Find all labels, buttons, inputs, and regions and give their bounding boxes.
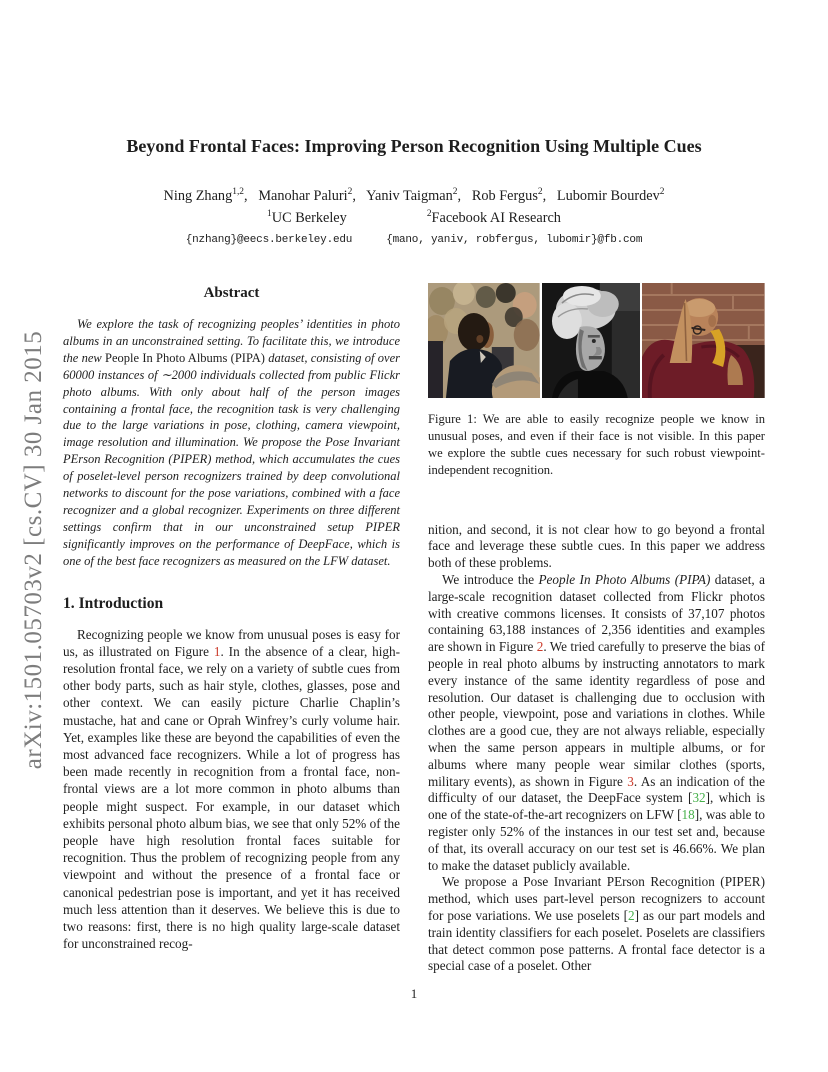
author-emails xyxy=(0,234,828,246)
author-manohar-paluri: Manohar Paluri xyxy=(258,188,348,204)
superscript: 2 xyxy=(537,187,543,198)
intro-paragraph-1-continued xyxy=(428,522,765,572)
superscript: 1 xyxy=(267,209,272,220)
abstract-heading: Abstract xyxy=(203,285,260,301)
figure-1 xyxy=(428,283,765,479)
text-run: Recognizing people we know from unusual poses is easy for us, as illustrated on Figure xyxy=(63,626,400,659)
intro-paragraph-1 xyxy=(63,626,400,953)
text-run: nition, and second, it is not clear how to go beyond a frontal face and leverage these subtle cues. In this paper we address both of these problems. xyxy=(428,521,765,571)
superscript: 1,2 xyxy=(232,187,245,198)
abstract-text xyxy=(63,316,400,570)
text-run: , xyxy=(244,188,259,204)
figure1-photo-crowd-scene xyxy=(428,283,540,398)
superscript: 2 xyxy=(659,187,665,198)
author-yaniv-taigman: Yaniv Taigman xyxy=(366,188,453,204)
two-column-body xyxy=(63,283,765,975)
text-run: ] as our part models and train identity classifiers for each poselet. Poselets are classifiers that detect common pose patterns. A frontal face detector is a special case of a poselet. Other xyxy=(428,907,766,974)
superscript: 2 xyxy=(452,187,458,198)
affiliations xyxy=(0,210,828,227)
right-column-body xyxy=(428,522,765,976)
figure3-link[interactable]: 3 xyxy=(627,773,634,789)
text-run: , xyxy=(457,188,472,204)
text-run: dataset, a large-scale recognition dataset collected from Flickr photos with creative commons licenses. It consists of 37,107 photos containing 63,188 instances of 2,356 identities and examples are shown in Figure xyxy=(428,572,765,655)
affiliation-uc-berkeley: UC Berkeley xyxy=(271,210,347,226)
affiliation-facebook-ai: Facebook AI Research xyxy=(431,210,561,226)
page-number: 1 xyxy=(410,986,418,1001)
text-run: ], was able to register only 52% of the instances in our test set and, because of that, its overall accuracy on our test set is 46.66%. We plan to make the dataset publicly available. xyxy=(428,807,766,873)
citation-32[interactable]: 32 xyxy=(692,790,706,806)
text-run: . We tried carefully to preserve the bias of people in real photo albums by instructing annotators to mark every instance of the same identity regardless of pose and resolution. Our dataset is challenging due to occlusion with other people, viewpoint, pose and variations in clothes. While clothes are a good cue, they are not always reliable, especially when the same person appears in multiple albums, or for albums where many people wear similar clothes (sports, military events), as shown in Figure xyxy=(428,639,765,789)
intro-paragraph-2 xyxy=(428,572,765,874)
text-run: , xyxy=(542,188,557,204)
text-run: We explore the task of recognizing peoples’ identities in photo albums in an unconstrained setting. To facilitate this, we introduce the new xyxy=(63,317,400,365)
text-run: People In Photo Albums (PIPA) xyxy=(538,572,711,588)
author-rob-fergus: Rob Fergus xyxy=(471,188,538,204)
email-berkeley: {nzhang}@eecs.berkeley.edu xyxy=(185,234,353,246)
figure2-link[interactable]: 2 xyxy=(536,639,544,655)
author-ning-zhang: Ning Zhang xyxy=(163,188,233,204)
text-run: . As an indication of the difficulty of our dataset, the DeepFace system [ xyxy=(428,773,765,806)
text-run: , xyxy=(352,188,367,204)
text-run: dataset, consisting of over 60000 instances of ∼2000 individuals collected from public Flickr photo albums. With only about half of the person images containing a frontal face, the recognition task is very challenging due to the large variations in pose, clothing, camera viewpoint, image resolution and illumination. We propose the Pose Invariant PErson Recognition (PIPER) method, which accumulates the cues of poselet-level person recognizers trained by deep convolutional networks to discount for the pose variations, combined with a face recognizer and a global recognizer. Experiments on three different settings confirm that in our unconstrained setup PIPER significantly improves on the performance of DeepFace, which is one of the best face recognizers as measured on the LFW dataset. xyxy=(63,350,400,568)
superscript: 2 xyxy=(347,187,353,198)
citation-18[interactable]: 18 xyxy=(681,807,695,823)
arxiv-watermark: arXiv:1501.05703v2 [cs.CV] 30 Jan 2015 xyxy=(20,330,47,770)
figure1-photo-bw-portrait xyxy=(542,283,641,398)
figure1-caption xyxy=(428,411,765,479)
author-lubomir-bourdev: Lubomir Bourdev xyxy=(556,188,660,204)
text-run: People In Photo Albums (PIPA) xyxy=(105,350,265,365)
text-run: ], which is one of the state-of-the-art recognizers on LFW [ xyxy=(428,790,765,823)
figure1-link[interactable]: 1 xyxy=(213,643,221,659)
section-1-heading: 1. Introduction xyxy=(63,594,164,612)
intro-paragraph-3 xyxy=(428,874,765,975)
right-column xyxy=(428,283,765,975)
text-run: Figure 1: We are able to easily recognize people we know in unusual poses, and even if their face is not visible. In this paper we explore the subtle cues necessary for such robust viewpoint-independent recognition. xyxy=(428,412,765,477)
email-facebook: {mano, yaniv, robfergus, lubomir}@fb.com xyxy=(386,234,643,246)
author-list xyxy=(0,188,828,205)
superscript: 2 xyxy=(426,209,432,220)
figure1-photo-praying-monk xyxy=(642,283,765,398)
text-run: We introduce the xyxy=(442,572,539,588)
text-run: . In the absence of a clear, high-resolution frontal face, we rely on a variety of subtle cues from other body parts, such as hair style, clothes, glasses, pose and other context. We can easily picture Charlie Chaplin’s mustache, hat and cane or Oprah Winfrey’s curly volume hair. Yet, examples like these are beyond the capabilities of even the most advanced face recognizers. While a lot of progress has been made recently in recognition from a frontal face, non-frontal views are a lot more common in photo albums than people might suspect. For example, in our dataset which exhibits personal photo album bias, we see that only 52% of the people have high resolution frontal faces suitable for recognition. Thus the problem of recognizing people from any viewpoint and without the presence of a frontal face or canonical pedestrian pose is important, and yet it has received much less attention than it deserves. We believe this is due to two reasons: first, there is no high quality large-scale dataset for unconstrained recog- xyxy=(63,643,400,952)
citation-2[interactable]: 2 xyxy=(628,907,635,923)
left-column xyxy=(63,283,400,975)
figure1-photo-strip xyxy=(428,283,765,398)
text-run: We propose a Pose Invariant PErson Recognition (PIPER) method, which uses part-level person recognizers to account for pose variations. We use poselets [ xyxy=(428,874,765,923)
paper-title: Beyond Frontal Faces: Improving Person Recognition Using Multiple Cues xyxy=(126,136,702,156)
